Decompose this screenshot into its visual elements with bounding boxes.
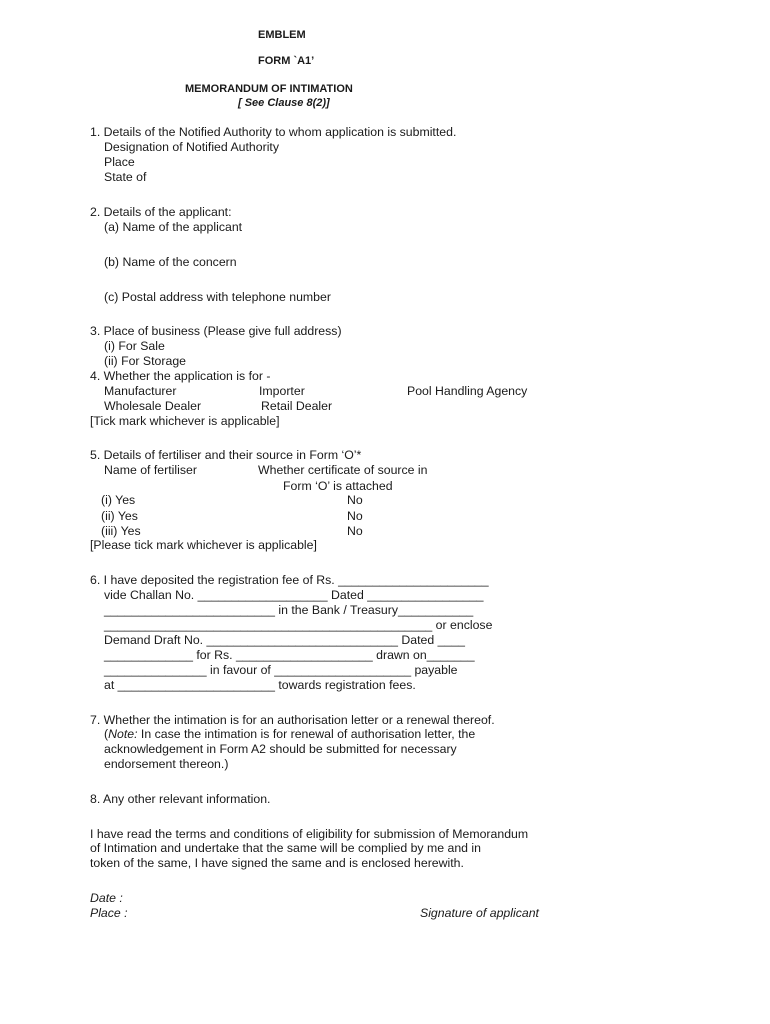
section-7-note-line [104,727,475,742]
for-sale-label: (i) For Sale [104,339,165,353]
section-2-heading: 2. Details of the applicant: [90,205,232,219]
note-text: In case the intimation is for renewal of authorisation letter, the [137,727,476,741]
certificate-header-line1: Whether certificate of source in [258,463,428,477]
concern-name-label: (b) Name of the concern [104,255,237,269]
date-label: Date : [90,891,123,905]
certificate-header-line2: Form ‘O’ is attached [283,479,393,493]
state-label: State of [104,170,147,184]
option-retail-dealer: Retail Dealer [261,399,333,413]
section-7-note-line-2: acknowledgement in Form A2 should be submitted for necessary [104,742,457,756]
declaration-line-3: token of the same, I have signed the same and is enclosed herewith. [90,856,464,870]
section-7-note-line-3: endorsement thereon.) [104,757,229,771]
row-3-yes: (iii) Yes [101,524,141,538]
applicant-name-label: (a) Name of the applicant [104,220,243,234]
place-label: Place [104,155,135,169]
fee-line-3: _________________________ in the Bank / Treasury___________ [104,603,474,617]
section-4-heading: 4. Whether the application is for - [90,369,271,383]
fee-line-5: Demand Draft No. ____________________________ Dated ____ [104,633,466,647]
row-1-yes: (i) Yes [101,493,136,507]
option-pool-handling-agency: Pool Handling Agency [407,384,528,398]
fee-line-1: 6. I have deposited the registration fee of Rs. ______________________ [90,573,489,587]
section-5-note: [Please tick mark whichever is applicable] [90,538,317,552]
row-1-no: No [347,493,363,507]
form-number: FORM `A1’ [258,55,315,67]
section-7-heading: 7. Whether the intimation is for an authorisation letter or a renewal thereof. [90,713,495,727]
option-importer: Importer [259,384,305,398]
for-storage-label: (ii) For Storage [104,354,187,368]
signature-label: Signature of applicant [420,906,539,920]
fee-line-8: at _______________________ towards registration fees. [104,678,416,692]
emblem-label: EMBLEM [258,29,306,41]
fee-line-6: _____________ for Rs. ____________________ drawn on_______ [104,648,475,662]
note-label: Note: [108,727,138,741]
row-2-yes: (ii) Yes [101,509,138,523]
form-title: MEMORANDUM OF INTIMATION [185,83,353,95]
row-3-no: No [347,524,363,538]
section-8-heading: 8. Any other relevant information. [90,792,271,806]
declaration-line-1: I have read the terms and conditions of eligibility for submission of Memorandum [90,827,529,841]
fee-line-4: ________________________________________________ or enclose [104,618,493,632]
designation-label: Designation of Notified Authority [104,140,279,154]
note-open-paren: ( [104,727,109,741]
section-1-heading: 1. Details of the Notified Authority to whom application is submitted. [90,125,457,139]
section-4-note: [Tick mark whichever is applicable] [90,414,280,428]
postal-address-label: (c) Postal address with telephone number [104,290,331,304]
option-wholesale-dealer: Wholesale Dealer [104,399,202,413]
clause-reference: [ See Clause 8(2)] [238,97,330,109]
place-footer-label: Place : [90,906,128,920]
fee-line-7: _______________ in favour of ____________________ payable [104,663,458,677]
fertiliser-name-header: Name of fertiliser [104,463,197,477]
section-3-heading: 3. Place of business (Please give full address) [90,324,342,338]
fee-line-2: vide Challan No. ___________________ Dated _________________ [104,588,484,602]
row-2-no: No [347,509,363,523]
section-5-heading: 5. Details of fertiliser and their source in Form ‘O’* [90,448,362,462]
option-manufacturer: Manufacturer [104,384,177,398]
declaration-line-2: of Intimation and undertake that the same will be complied by me and in [90,841,481,855]
